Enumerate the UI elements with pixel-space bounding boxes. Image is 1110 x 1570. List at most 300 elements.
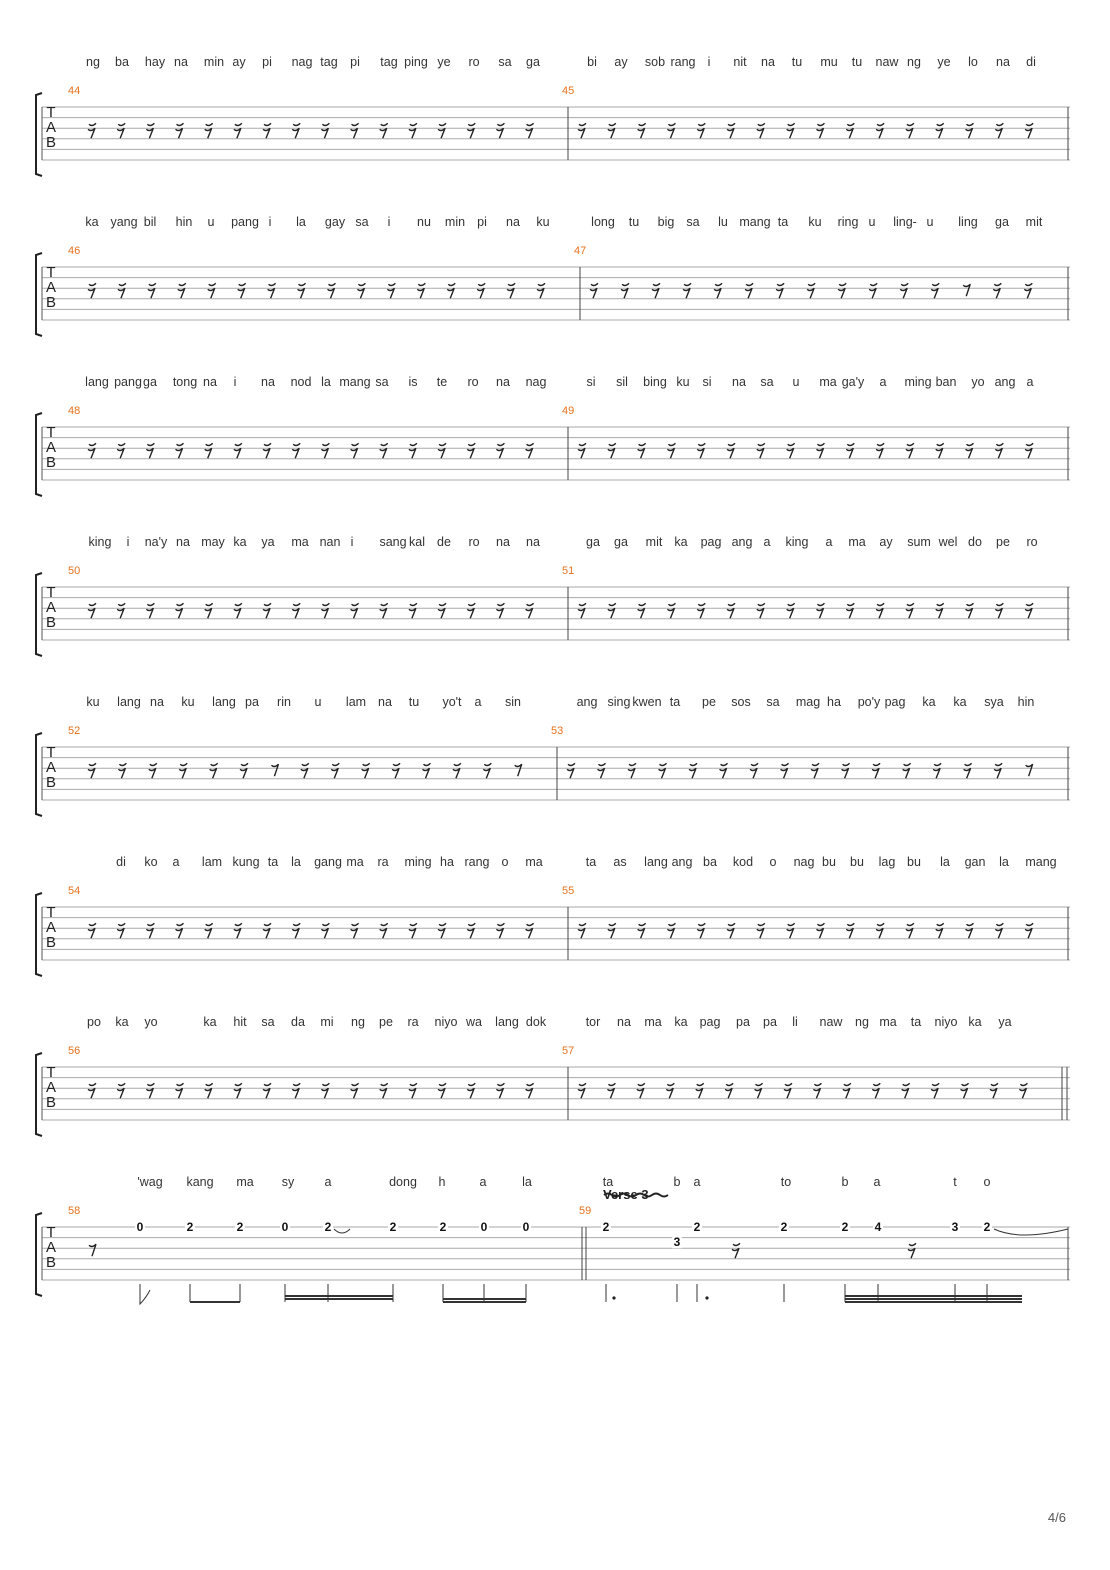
sixteenth-rest <box>146 123 154 138</box>
system-8 <box>0 1175 1110 1325</box>
lyric-syllable: king <box>785 535 809 549</box>
tab-clef-letter: A <box>45 279 57 296</box>
lyric-syllable: is <box>408 375 418 389</box>
lyric-syllable: sy <box>281 1175 295 1189</box>
sixteenth-rest <box>578 1083 586 1098</box>
lyric-syllable: gang <box>314 855 342 869</box>
lyric-syllable: yo <box>971 375 985 389</box>
sixteenth-rest <box>331 763 339 778</box>
system-3 <box>0 375 1110 525</box>
sixteenth-rest <box>117 123 125 138</box>
lyric-syllable: nod <box>290 375 312 389</box>
lyric-syllable: ga <box>995 215 1009 229</box>
lyric-syllable: ra <box>407 1015 419 1029</box>
sixteenth-rest <box>88 923 96 938</box>
sixteenth-rest <box>667 923 675 938</box>
lyric-syllable: ay <box>614 55 628 69</box>
lyric-syllable: sa <box>760 375 774 389</box>
tab-clef-letter: B <box>45 1254 57 1271</box>
measure-number: 54 <box>68 885 81 897</box>
tab-clef-letter: T <box>46 744 56 761</box>
sixteenth-rest <box>409 603 417 618</box>
tab-clef-letter: B <box>45 454 57 471</box>
lyric-syllable: gay <box>324 215 346 229</box>
sixteenth-rest <box>117 603 125 618</box>
system-bracket <box>36 253 42 336</box>
lyric-syllable: ro <box>468 535 480 549</box>
lyric-syllable: pang <box>231 215 259 229</box>
sixteenth-rest <box>362 763 370 778</box>
measure-number: 58 <box>68 1205 81 1217</box>
lyric-syllable: dong <box>389 1175 417 1189</box>
lyric-syllable: rang <box>464 855 490 869</box>
tab-clef-letter: A <box>45 919 57 936</box>
lyric-syllable: ling- <box>893 215 917 229</box>
sixteenth-rest <box>813 1083 821 1098</box>
lyric-syllable: kung <box>232 855 260 869</box>
sixteenth-rest <box>234 1083 242 1098</box>
lyric-syllable: na <box>174 55 188 69</box>
lyric-syllable: na <box>761 55 775 69</box>
tab-clef-letter: T <box>46 904 56 921</box>
lyric-syllable: min <box>444 215 466 229</box>
sixteenth-rest <box>608 603 616 618</box>
measure-number: 52 <box>68 725 81 737</box>
lyric-syllable: ya <box>998 1015 1012 1029</box>
lyric-syllable: ka <box>115 1015 129 1029</box>
sixteenth-rest <box>88 443 96 458</box>
lyric-syllable: kod <box>732 855 754 869</box>
tab-clef-letter: B <box>45 134 57 151</box>
sixteenth-rest <box>357 283 365 298</box>
sixteenth-rest <box>146 1083 154 1098</box>
sixteenth-rest <box>179 763 187 778</box>
lyric-syllable: ka <box>674 1015 688 1029</box>
lyric-syllable: naw <box>819 1015 843 1029</box>
lyric-syllable: si <box>586 375 596 389</box>
sixteenth-rest <box>263 603 271 618</box>
sixteenth-rest <box>966 923 974 938</box>
measure-number: 48 <box>68 405 81 417</box>
lyric-syllable: ku <box>676 375 690 389</box>
system-6 <box>0 855 1110 1005</box>
lyric-syllable: ku <box>536 215 550 229</box>
sixteenth-rest <box>321 1083 329 1098</box>
tie <box>334 1229 350 1233</box>
lyric-syllable: pa <box>763 1015 777 1029</box>
lyric-syllable: ma <box>346 855 364 869</box>
fret-number: 2 <box>602 1220 610 1234</box>
lyric-syllable: i <box>387 215 391 229</box>
lyric-syllable: ka <box>85 215 99 229</box>
fret-number: 3 <box>951 1220 959 1234</box>
sixteenth-rest <box>784 1083 792 1098</box>
lyric-syllable: sa <box>766 695 780 709</box>
sixteenth-rest <box>351 1083 359 1098</box>
lyric-syllable: da <box>291 1015 305 1029</box>
sixteenth-rest <box>526 443 534 458</box>
lyric-syllable: ming <box>404 855 432 869</box>
sixteenth-rest <box>995 443 1003 458</box>
tab-staff <box>0 215 1110 365</box>
sixteenth-rest <box>727 603 735 618</box>
sixteenth-rest <box>1025 603 1033 618</box>
sixteenth-rest <box>638 603 646 618</box>
tab-clef-letter: B <box>45 294 57 311</box>
lyric-syllable: ng <box>855 1015 869 1029</box>
sixteenth-rest <box>380 923 388 938</box>
lyric-syllable: la <box>940 855 950 869</box>
sixteenth-rest <box>321 123 329 138</box>
system-7 <box>0 1015 1110 1165</box>
sixteenth-rest <box>477 283 485 298</box>
sixteenth-rest <box>689 763 697 778</box>
sixteenth-rest <box>118 763 126 778</box>
lyric-syllable: lang <box>495 1015 519 1029</box>
lyric-syllable: i <box>233 375 237 389</box>
sixteenth-rest <box>88 123 96 138</box>
sixteenth-rest <box>755 1083 763 1098</box>
tab-clef-letter: T <box>46 1064 56 1081</box>
lyric-syllable: u <box>868 215 876 229</box>
tab-staff <box>0 855 1110 1005</box>
lyric-syllable: nit <box>733 55 747 69</box>
lyric-syllable: ang <box>994 375 1016 389</box>
lyric-syllable: ring <box>837 215 859 229</box>
sixteenth-rest <box>666 1083 674 1098</box>
sixteenth-rest <box>422 763 430 778</box>
lyric-syllable: pag <box>700 535 722 549</box>
lyric-syllable: ping <box>404 55 428 69</box>
lyric-syllable: mit <box>645 535 663 549</box>
lyric-syllable: la <box>999 855 1009 869</box>
sixteenth-rest <box>351 443 359 458</box>
sixteenth-rest <box>496 1083 504 1098</box>
sixteenth-rest <box>787 923 795 938</box>
sixteenth-rest <box>906 443 914 458</box>
sixteenth-rest <box>936 603 944 618</box>
lyric-syllable: wa <box>466 1015 482 1029</box>
lyric-syllable: ma <box>879 1015 897 1029</box>
lyric-syllable: ang <box>671 855 693 869</box>
lyric-syllable: na <box>496 535 510 549</box>
sixteenth-rest <box>811 763 819 778</box>
sixteenth-rest <box>697 603 705 618</box>
section-label: Verse 3 <box>603 1187 649 1202</box>
system-2 <box>0 215 1110 365</box>
sixteenth-rest <box>447 283 455 298</box>
sixteenth-rest <box>757 603 765 618</box>
lyric-syllable: ra <box>377 855 389 869</box>
lyric-syllable: ma <box>291 535 309 549</box>
sixteenth-rest <box>843 1083 851 1098</box>
lyric-syllable: rin <box>277 695 291 709</box>
sixteenth-rest <box>933 763 941 778</box>
tab-staff <box>0 55 1110 205</box>
lyric-syllable: ka <box>674 535 688 549</box>
sixteenth-rest <box>1025 123 1033 138</box>
sixteenth-rest <box>638 443 646 458</box>
lyric-syllable: pag <box>699 1015 721 1029</box>
sixteenth-rest <box>380 443 388 458</box>
sixteenth-rest <box>727 443 735 458</box>
lyric-syllable: lag <box>878 855 896 869</box>
lyric-syllable: ga'y <box>841 375 865 389</box>
lyric-syllable: o <box>501 855 509 869</box>
lyric-syllable: as <box>613 855 627 869</box>
system-bracket <box>36 893 42 976</box>
sixteenth-rest <box>467 1083 475 1098</box>
lyric-syllable: de <box>437 535 451 549</box>
sixteenth-rest <box>238 283 246 298</box>
lyric-syllable: ban <box>935 375 957 389</box>
sixteenth-rest <box>966 443 974 458</box>
tab-clef-letter: B <box>45 934 57 951</box>
lyric-syllable: 'wag <box>137 1175 163 1189</box>
lyric-syllable: na <box>506 215 520 229</box>
lyric-syllable: yo't <box>442 695 462 709</box>
sixteenth-rest <box>727 123 735 138</box>
sixteenth-rest <box>496 443 504 458</box>
sixteenth-rest <box>292 1083 300 1098</box>
lyric-syllable: na <box>526 535 540 549</box>
sixteenth-rest <box>750 763 758 778</box>
page-number: 4/6 <box>1047 1510 1066 1525</box>
lyric-syllable: pang <box>114 375 142 389</box>
sixteenth-rest <box>846 123 854 138</box>
lyric-syllable: ta <box>267 855 279 869</box>
sixteenth-rest <box>210 763 218 778</box>
lyric-syllable: li <box>792 1015 798 1029</box>
lyric-syllable: hay <box>144 55 166 69</box>
lyric-syllable: ya <box>261 535 275 549</box>
fret-number: 0 <box>281 1220 289 1234</box>
sixteenth-rest <box>205 1083 213 1098</box>
lyric-syllable: mang <box>1025 855 1057 869</box>
lyric-syllable: a <box>172 855 180 869</box>
sixteenth-rest <box>816 603 824 618</box>
lyric-syllable: ng <box>351 1015 365 1029</box>
sixteenth-rest <box>351 923 359 938</box>
lyric-syllable: la <box>296 215 306 229</box>
lyric-syllable: h <box>438 1175 446 1189</box>
lyric-syllable: wel <box>938 535 958 549</box>
lyric-syllable: ro <box>1026 535 1038 549</box>
system-bracket <box>36 1213 42 1296</box>
sixteenth-rest <box>537 283 545 298</box>
tab-clef-letter: A <box>45 439 57 456</box>
measure-number: 50 <box>68 565 81 577</box>
sixteenth-rest <box>683 283 691 298</box>
sixteenth-rest <box>234 603 242 618</box>
lyric-syllable: bu <box>822 855 836 869</box>
tab-staff <box>0 535 1110 685</box>
sixteenth-rest <box>292 923 300 938</box>
tab-clef-letter: T <box>46 424 56 441</box>
system-1 <box>0 55 1110 205</box>
lyric-syllable: kwen <box>632 695 662 709</box>
lyric-syllable: na <box>150 695 164 709</box>
tab-clef-letter: T <box>46 584 56 601</box>
lyric-syllable: ga <box>586 535 600 549</box>
tab-clef-letter: B <box>45 774 57 791</box>
lyric-syllable: long <box>591 215 615 229</box>
sixteenth-rest <box>205 603 213 618</box>
tab-clef-letter: T <box>46 264 56 281</box>
sixteenth-rest <box>117 923 125 938</box>
system-bracket <box>36 1053 42 1136</box>
sixteenth-rest <box>453 763 461 778</box>
lyric-syllable: yo <box>144 1015 158 1029</box>
sixteenth-rest <box>578 123 586 138</box>
lyric-syllable: nan <box>319 535 341 549</box>
sixteenth-rest <box>1019 1083 1027 1098</box>
sixteenth-rest <box>117 1083 125 1098</box>
sixteenth-rest <box>146 443 154 458</box>
sixteenth-rest <box>234 123 242 138</box>
lyric-syllable: ga <box>614 535 628 549</box>
sixteenth-rest <box>327 283 335 298</box>
sixteenth-rest <box>88 763 96 778</box>
lyric-syllable: ku <box>86 695 100 709</box>
sixteenth-rest <box>902 1083 910 1098</box>
sixteenth-rest <box>757 123 765 138</box>
sixteenth-rest <box>906 603 914 618</box>
lyric-syllable: na <box>378 695 392 709</box>
lyric-syllable: ha <box>440 855 454 869</box>
lyric-syllable: na <box>496 375 510 389</box>
sixteenth-rest <box>990 1083 998 1098</box>
tab-clef-letter: A <box>45 1079 57 1096</box>
lyric-syllable: lang <box>644 855 668 869</box>
lyric-syllable: gan <box>964 855 986 869</box>
lyric-syllable: a <box>693 1175 701 1189</box>
sixteenth-rest <box>846 443 854 458</box>
sixteenth-rest <box>409 1083 417 1098</box>
sixteenth-rest <box>607 1083 615 1098</box>
lyric-syllable: a <box>479 1175 487 1189</box>
sixteenth-rest <box>263 123 271 138</box>
lyric-syllable: hin <box>175 215 193 229</box>
lyric-syllable: t <box>953 1175 957 1189</box>
lyric-syllable: ku <box>808 215 822 229</box>
sixteenth-rest <box>696 1083 704 1098</box>
lyric-syllable: lam <box>345 695 367 709</box>
sixteenth-rest <box>876 923 884 938</box>
lyric-syllable: ko <box>144 855 158 869</box>
lyric-syllable: a <box>879 375 887 389</box>
lyric-syllable: tu <box>851 55 863 69</box>
sixteenth-rest <box>205 123 213 138</box>
measure-number: 55 <box>562 885 575 897</box>
sixteenth-rest <box>816 443 824 458</box>
lyric-syllable: pi <box>262 55 272 69</box>
sixteenth-rest <box>496 123 504 138</box>
lyric-syllable: a <box>763 535 771 549</box>
lyric-syllable: pa <box>245 695 259 709</box>
lyric-syllable: a <box>474 695 482 709</box>
sixteenth-rest <box>387 283 395 298</box>
measure-number: 56 <box>68 1045 81 1057</box>
measure-number: 49 <box>562 405 575 417</box>
lyric-syllable: sya <box>984 695 1004 709</box>
system-bracket <box>36 413 42 496</box>
sixteenth-rest <box>263 923 271 938</box>
sixteenth-rest <box>966 603 974 618</box>
sixteenth-rest <box>787 443 795 458</box>
tab-clef-letter: T <box>46 104 56 121</box>
sixteenth-rest <box>351 603 359 618</box>
lyric-syllable: u <box>314 695 322 709</box>
lyric-syllable: sa <box>261 1015 275 1029</box>
lyric-syllable: na <box>176 535 190 549</box>
sixteenth-rest <box>872 1083 880 1098</box>
sixteenth-rest <box>268 283 276 298</box>
sixteenth-rest <box>176 123 184 138</box>
lyric-syllable: sos <box>731 695 751 709</box>
sixteenth-rest <box>781 763 789 778</box>
lyric-syllable: pi <box>350 55 360 69</box>
fret-number: 2 <box>324 1220 332 1234</box>
lyric-syllable: ga <box>526 55 540 69</box>
lyric-syllable: lang <box>85 375 109 389</box>
sixteenth-rest <box>667 603 675 618</box>
lyric-syllable: ang <box>576 695 598 709</box>
sixteenth-rest <box>578 603 586 618</box>
sixteenth-rest <box>234 443 242 458</box>
lyric-syllable: tag <box>320 55 338 69</box>
lyric-syllable: lang <box>117 695 141 709</box>
fret-number: 4 <box>874 1220 882 1234</box>
sixteenth-rest <box>578 443 586 458</box>
sixteenth-rest <box>725 1083 733 1098</box>
fret-number: 0 <box>480 1220 488 1234</box>
sixteenth-rest <box>351 123 359 138</box>
sixteenth-rest <box>496 923 504 938</box>
sixteenth-rest <box>598 763 606 778</box>
sixteenth-rest <box>292 443 300 458</box>
fret-number: 2 <box>186 1220 194 1234</box>
lyric-syllable: tu <box>628 215 640 229</box>
lyric-syllable: mag <box>795 695 821 709</box>
tab-clef-letter: T <box>46 1224 56 1241</box>
lyric-syllable: ay <box>232 55 246 69</box>
sixteenth-rest <box>438 123 446 138</box>
sixteenth-rest <box>590 283 598 298</box>
lyric-syllable: mang <box>339 375 371 389</box>
sixteenth-rest <box>1025 443 1033 458</box>
sixteenth-rest <box>876 603 884 618</box>
lyric-syllable: pe <box>996 535 1010 549</box>
sixteenth-rest <box>787 123 795 138</box>
lyric-syllable: pa <box>736 1015 750 1029</box>
sixteenth-rest <box>205 923 213 938</box>
sixteenth-rest <box>178 283 186 298</box>
lyric-syllable: a <box>873 1175 881 1189</box>
sixteenth-rest <box>638 123 646 138</box>
lyric-syllable: ku <box>181 695 195 709</box>
lyric-syllable: king <box>88 535 112 549</box>
measure-number: 47 <box>574 245 587 257</box>
lyric-syllable: pag <box>884 695 906 709</box>
sixteenth-rest <box>292 603 300 618</box>
sixteenth-rest <box>727 923 735 938</box>
sixteenth-rest <box>263 1083 271 1098</box>
sixteenth-rest <box>467 443 475 458</box>
sixteenth-rest <box>467 923 475 938</box>
measure-number: 51 <box>562 565 575 577</box>
tie <box>994 1229 1068 1235</box>
